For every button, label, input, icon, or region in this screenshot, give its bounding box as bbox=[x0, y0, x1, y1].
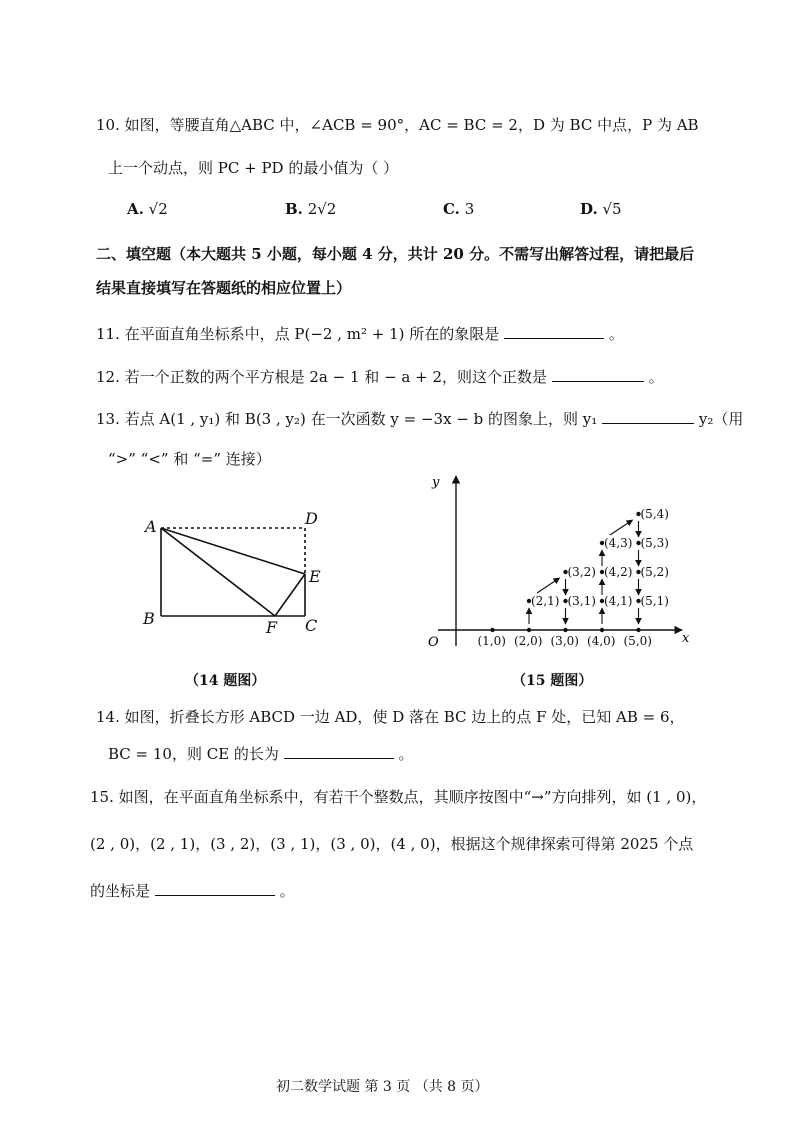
q11 bbox=[96, 324, 624, 344]
q15-answer-blank[interactable] bbox=[155, 881, 275, 896]
page-footer: 初二数学试题 第 3 页 （共 8 页） bbox=[276, 1079, 489, 1095]
point-label: (3,0) bbox=[550, 634, 579, 648]
label-a: A bbox=[145, 517, 157, 536]
point-label: (2,1) bbox=[531, 594, 560, 608]
q12-end: 。 bbox=[648, 368, 664, 386]
q10-option-d bbox=[580, 200, 622, 218]
q12-text: 12. 若一个正数的两个平方根是 2a − 1 和 − a + 2，则这个正数是 bbox=[96, 368, 547, 386]
figure-14-caption: （14 题图） bbox=[185, 673, 266, 689]
q11-end: 。 bbox=[608, 325, 624, 343]
label-d: D bbox=[305, 509, 318, 528]
label-b: B bbox=[143, 609, 155, 628]
q11-answer-blank[interactable] bbox=[504, 324, 604, 339]
path-arrow bbox=[610, 520, 633, 535]
option-value: √5 bbox=[602, 200, 622, 218]
lattice-point bbox=[563, 628, 567, 632]
figure-15-caption: （15 题图） bbox=[512, 673, 593, 689]
q10-line1: 10. 如图，等腰直角△ABC 中，∠ACB = 90°，AC = BC = 2，D 为 BC 中点，P 为 AB bbox=[96, 116, 699, 134]
point-label: (4,1) bbox=[604, 594, 633, 608]
path-arrow bbox=[537, 578, 560, 593]
q10-option-c bbox=[443, 200, 474, 218]
section2-header-line2: 结果直接填写在答题纸的相应位置上） bbox=[96, 279, 352, 297]
q13-answer-blank[interactable] bbox=[602, 409, 694, 424]
point-label: (4,2) bbox=[604, 565, 633, 579]
q14-answer-blank[interactable] bbox=[284, 744, 394, 759]
option-label: D. bbox=[580, 200, 598, 218]
q13-text: 13. 若点 A(1 , y₁) 和 B(3 , y₂) 在一次函数 y = −3x − b 的图象上，则 y₁ bbox=[96, 410, 598, 428]
x-axis-label: x bbox=[682, 631, 690, 646]
option-value: √2 bbox=[148, 200, 168, 218]
point-label: (5,3) bbox=[640, 536, 669, 550]
point-label: (1,0) bbox=[477, 634, 506, 648]
fold-fe bbox=[275, 574, 305, 616]
q15-line2: (2 , 0)，(2 , 1)，(3 , 2)，(3 , 1)，(3 , 0)，(4 , 0)，根据这个规律探索可得第 2025 个点 bbox=[90, 835, 694, 853]
fold-af bbox=[161, 528, 275, 616]
fold-ae bbox=[161, 528, 305, 574]
q10-option-a bbox=[127, 200, 168, 218]
figure-15 bbox=[420, 470, 700, 655]
option-value: 2√2 bbox=[307, 200, 337, 218]
q14-line1: 14. 如图，折叠长方形 ABCD 一边 AD，使 D 落在 BC 边上的点 F 处，已知 AB = 6， bbox=[96, 708, 685, 726]
lattice-point bbox=[636, 628, 640, 632]
point-label: (5,4) bbox=[640, 507, 669, 521]
point-label: (5,2) bbox=[640, 565, 669, 579]
q15-line3 bbox=[90, 881, 295, 901]
lattice-point bbox=[490, 628, 494, 632]
figure-14 bbox=[135, 500, 335, 640]
point-label: (3,2) bbox=[567, 565, 596, 579]
option-label: A. bbox=[127, 200, 144, 218]
q13-line2: “>” “<” 和 “=” 连接） bbox=[108, 450, 271, 468]
q10-line2: 上一个动点，则 PC + PD 的最小值为（ ） bbox=[108, 159, 399, 177]
point-label: (5,0) bbox=[623, 634, 652, 648]
option-label: B. bbox=[285, 200, 303, 218]
point-label: (5,1) bbox=[640, 594, 669, 608]
option-label: C. bbox=[443, 200, 460, 218]
point-label: (4,3) bbox=[604, 536, 633, 550]
q14-line2 bbox=[108, 744, 414, 764]
y-axis-label: y bbox=[432, 475, 440, 490]
label-f: F bbox=[266, 618, 278, 637]
q14-end: 。 bbox=[398, 745, 414, 763]
q15-line1: 15. 如图，在平面直角坐标系中，有若干个整数点，其顺序按图中“→”方向排列，如 (1 , 0)， bbox=[90, 788, 707, 806]
label-c: C bbox=[305, 616, 318, 635]
q15-end: 。 bbox=[279, 882, 295, 900]
section2-header-line1: 二、填空题（本大题共 5 小题，每小题 4 分，共计 20 分。不需写出解答过程，请把最后 bbox=[96, 245, 695, 263]
q13-line1 bbox=[96, 409, 743, 429]
point-label: (3,1) bbox=[567, 594, 596, 608]
q14-text: BC = 10，则 CE 的长为 bbox=[108, 745, 279, 763]
lattice-point bbox=[600, 628, 604, 632]
q12-answer-blank[interactable] bbox=[552, 367, 644, 382]
q10-option-b bbox=[285, 200, 336, 218]
point-label: (2,0) bbox=[514, 634, 543, 648]
point-label: (4,0) bbox=[587, 634, 616, 648]
q13-text-post: y₂（用 bbox=[698, 410, 744, 428]
q15-text: 的坐标是 bbox=[90, 882, 151, 900]
q12 bbox=[96, 367, 664, 387]
q11-text: 11. 在平面直角坐标系中，点 P(−2 , m² + 1) 所在的象限是 bbox=[96, 325, 500, 343]
label-e: E bbox=[309, 567, 321, 586]
origin-label: O bbox=[428, 635, 439, 650]
lattice-point bbox=[527, 628, 531, 632]
option-value: 3 bbox=[464, 200, 475, 218]
